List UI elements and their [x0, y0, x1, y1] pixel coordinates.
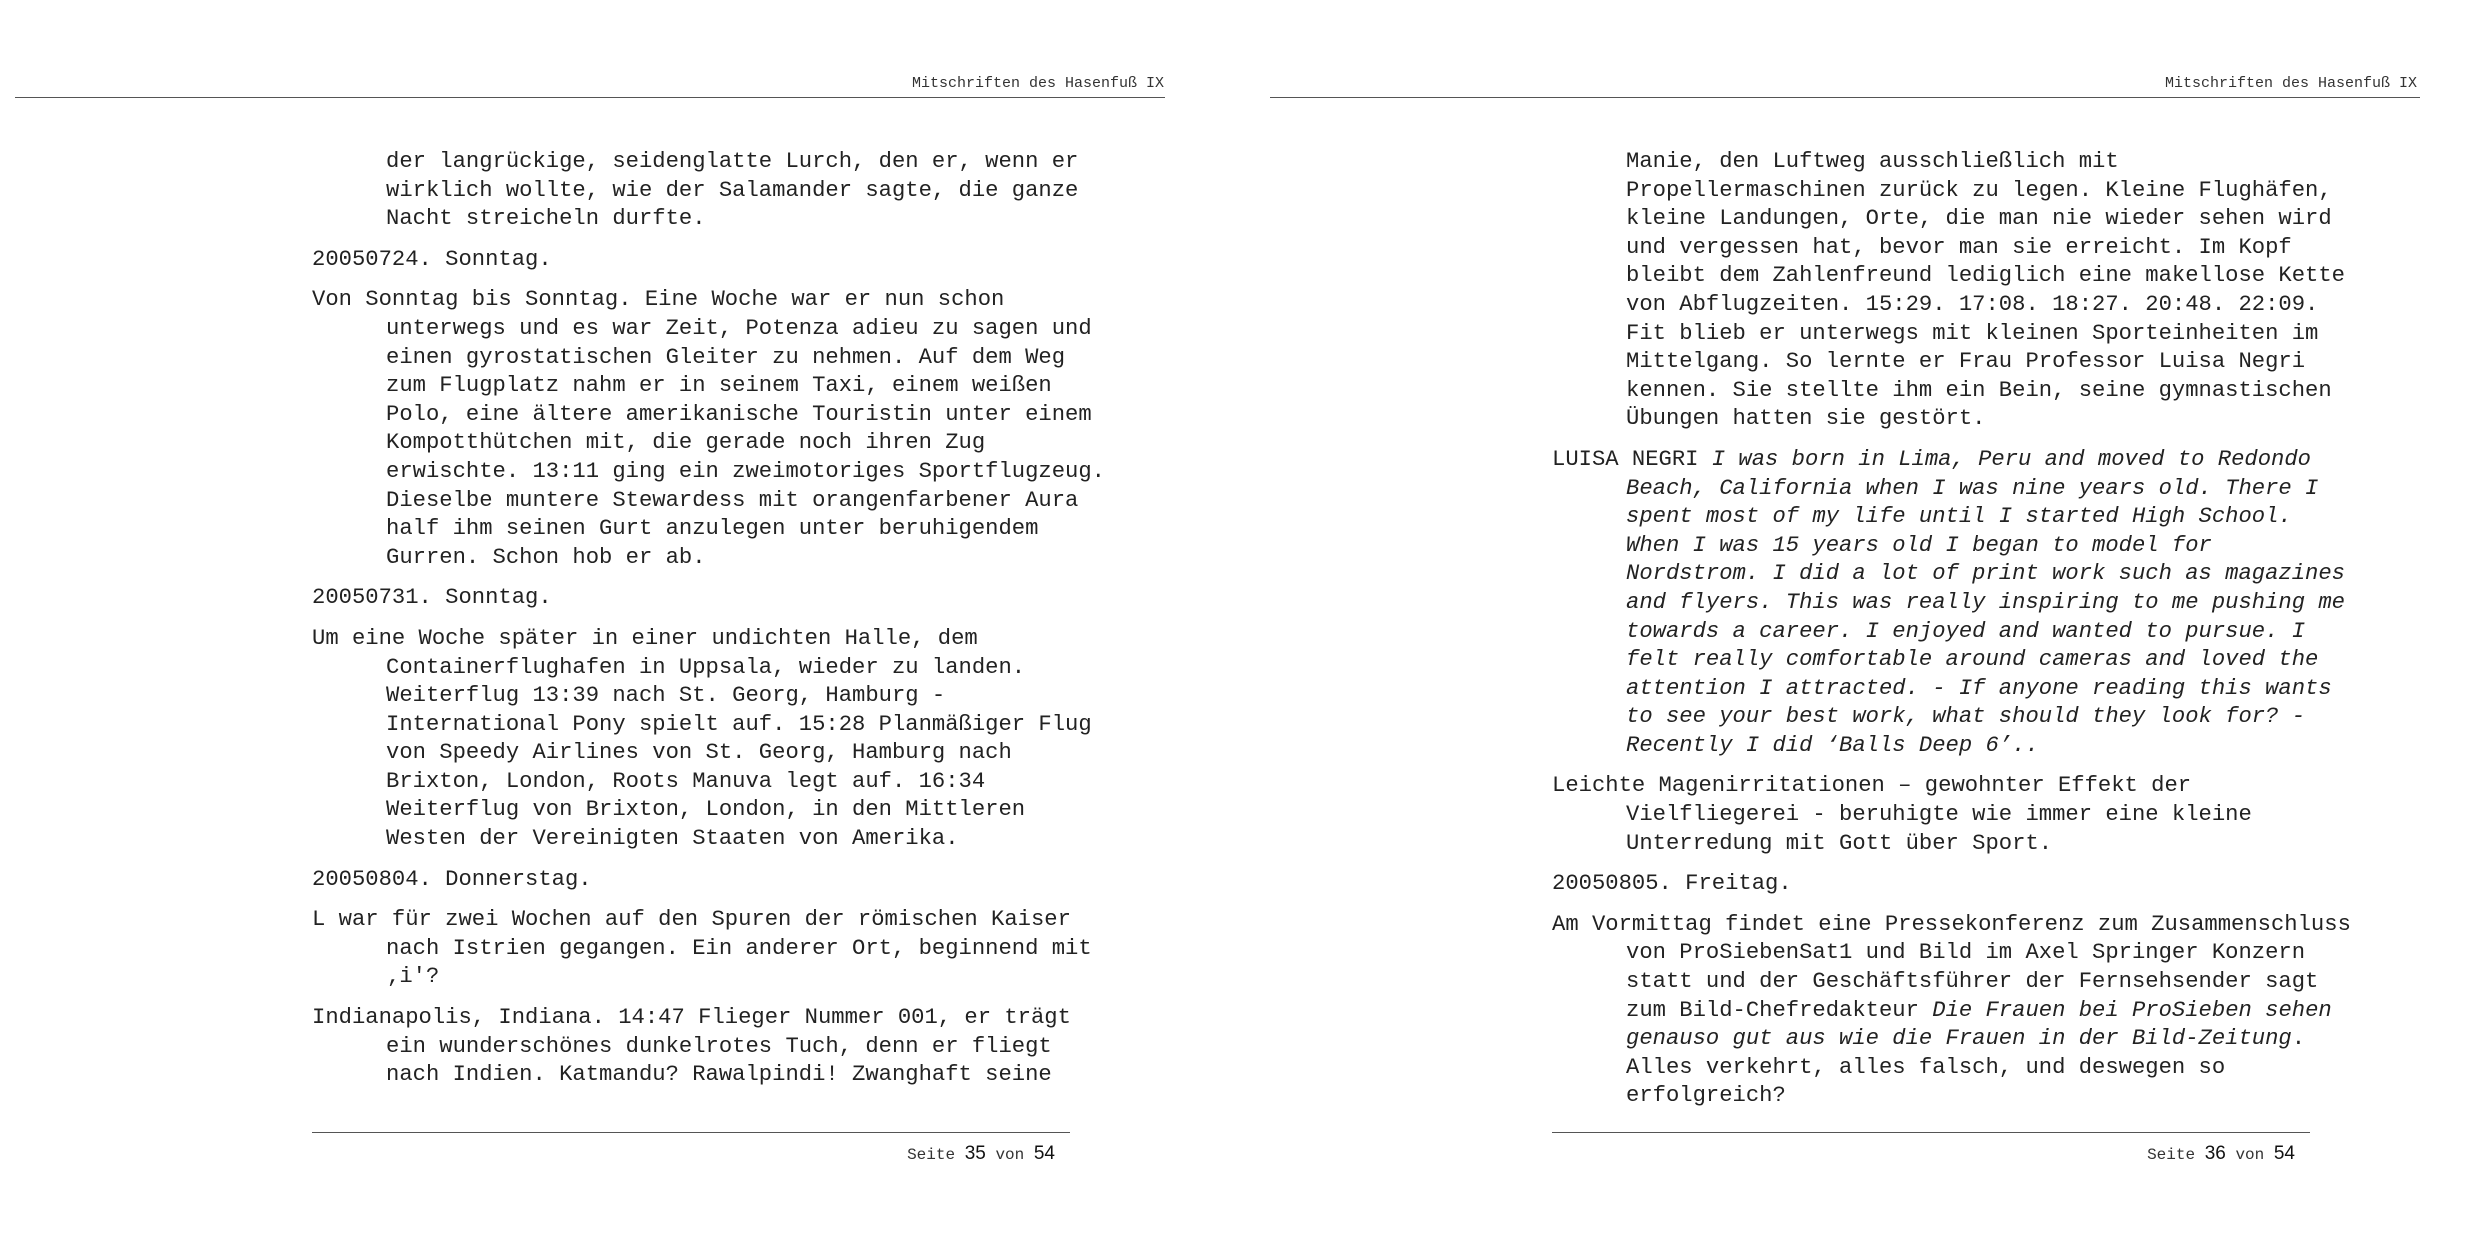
page-number — [907, 1143, 1055, 1165]
header-rule — [1270, 97, 2420, 98]
quote-paragraph — [1552, 446, 2352, 761]
paragraph: Um eine Woche später in einer undichten Halle, dem Containerflughafen in Uppsala, wieder zu landen. Weiterflug 13:39 nach St. Georg, Hamburg - International Pony spielt auf. 15:28 Planmäßiger Flug von Speedy Airlines von St. Georg, Hamburg nach Brixton, London, Roots Manuva legt auf. 16:34 Weiterflug von Brixton, London, in den Mittleren Westen der Vereinigten Staaten von Amerika. — [312, 625, 1092, 852]
paragraph-text: . Alles verkehrt, alles falsch, und deswegen so erfolgreich? — [1626, 1026, 2306, 1109]
of-word: von — [2235, 1146, 2265, 1164]
quote-text: Die Frauen bei ProSieben sehen genauso gut aus wie die Frauen in der Bild-Zeitung — [1626, 997, 2332, 1052]
total-pages: 54 — [1033, 1143, 1055, 1164]
of-word: von — [995, 1146, 1025, 1164]
header-rule — [15, 97, 1165, 98]
page-number — [2147, 1143, 2295, 1165]
date-entry: 20050805. Freitag. — [1552, 871, 1792, 897]
speaker-name: LUISA NEGRI — [1552, 446, 1699, 472]
paragraph — [1552, 911, 2352, 1111]
right-page — [1240, 0, 2480, 1240]
quote-text: I was born in Lima, Peru and moved to Redondo Beach, California when I was nine years old. There I spent most of my life until I started High School. When I was 15 years old I began to model for Nordstrom. I did a lot of print work such as magazines and flyers. This was really inspiring to me pushing me towards a career. I enjoyed and wanted to pursue. I felt really comfortable around cameras and loved the attention I attracted. - If anyone reading this wants to see your best work, what should they look for? - Recently I did ‘Balls Deep 6’.. — [1626, 446, 2345, 758]
date-entry: 20050724. Sonntag. — [312, 246, 552, 272]
page-word: Seite — [2147, 1146, 2196, 1164]
running-header: Mitschriften des Hasenfuß IX — [911, 75, 1164, 92]
paragraph-text: Am Vormittag findet eine Pressekonferenz zum Zusammenschluss von ProSiebenSat1 und Bild im Axel Springer Konzern statt und der Geschäftsführer der Fernsehsender sagt zum Bild-Chefredakteur — [1552, 911, 2351, 1023]
date-entry: 20050731. Sonntag. — [312, 585, 552, 611]
paragraph: L war für zwei Wochen auf den Spuren der römischen Kaiser nach Istrien gegangen. Ein anderer Ort, beginnend mit ‚i'? — [312, 907, 1092, 990]
page-word: Seite — [907, 1146, 956, 1164]
footer-rule — [1552, 1132, 2310, 1133]
current-page: 36 — [2204, 1143, 2226, 1164]
paragraph: Manie, den Luftweg ausschließlich mit Propellermaschinen zurück zu legen. Kleine Flughäfen, kleine Landungen, Orte, die man nie wieder sehen wird und vergessen hat, bevor man sie erreicht. Im Kopf bleibt dem Zahlenfreund lediglich eine makellose Kette von Abflugzeiten. 15:29. 17:08. 18:27. 20:48. 22:09. Fit blieb er unterwegs mit kleinen Sporteinheiten im Mittelgang. So lernte er Frau Professor Luisa Negri kennen. Sie stellte ihm ein Bein, seine gymnastischen Übungen hatten sie gestört. — [1626, 149, 2345, 432]
current-page: 35 — [964, 1143, 986, 1164]
paragraph: Von Sonntag bis Sonntag. Eine Woche war er nun schon unterwegs und es war Zeit, Potenza adieu zu sagen und einen gyrostatischen Gleiter zu nehmen. Auf dem Weg zum Flugplatz nahm er in seinem Taxi, einem weißen Polo, eine ältere amerikanische Touristin unter einem Kompotthütchen mit, die gerade noch ihren Zug erwischte. 13:11 ging ein zweimotoriges Sportflugzeug. Dieselbe muntere Stewardess mit orangenfarbener Aura half ihm seinen Gurt anzulegen unter beruhigendem Gurren. Schon hob er ab. — [312, 287, 1105, 570]
running-header: Mitschriften des Hasenfuß IX — [2164, 75, 2417, 92]
page-body — [1552, 148, 2352, 1123]
footer-rule — [312, 1132, 1070, 1133]
paragraph: Leichte Magenirritationen – gewohnter Effekt der Vielfliegerei - beruhigte wie immer eine kleine Unterredung mit Gott über Sport. — [1552, 773, 2252, 856]
page-body — [312, 148, 1112, 1102]
paragraph: Indianapolis, Indiana. 14:47 Flieger Nummer 001, er trägt ein wunderschönes dunkelrotes Tuch, denn er fliegt nach Indien. Katmandu? Rawalpindi! Zwanghaft seine — [312, 1005, 1071, 1088]
paragraph: der langrückige, seidenglatte Lurch, den er, wenn er wirklich wollte, wie der Salamander sagte, die ganze Nacht streicheln durfte. — [386, 149, 1079, 232]
total-pages: 54 — [2273, 1143, 2295, 1164]
date-entry: 20050804. Donnerstag. — [312, 866, 592, 892]
